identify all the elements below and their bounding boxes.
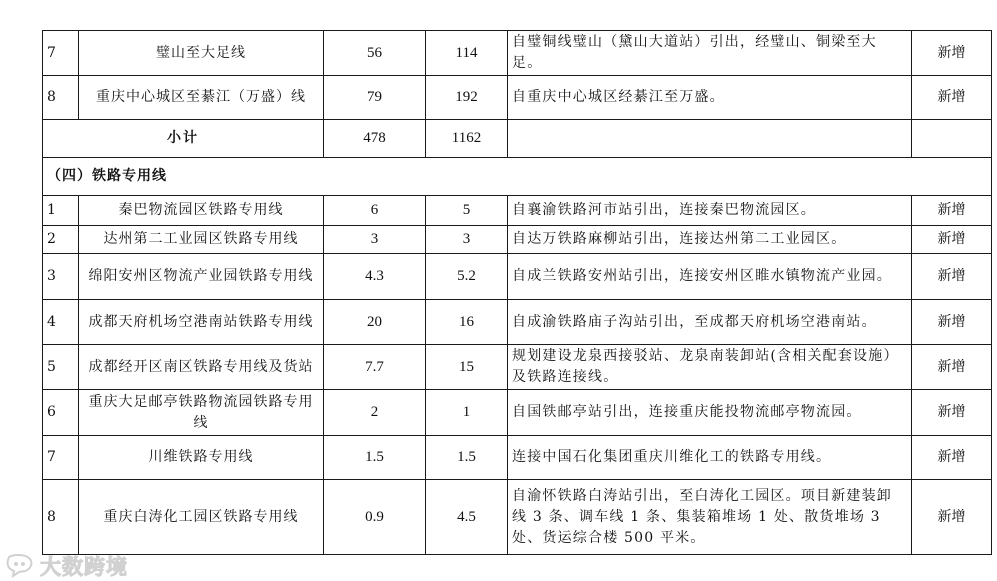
project-name: 秦巴物流园区铁路专用线 — [79, 196, 324, 226]
project-name: 成都天府机场空港南站铁路专用线 — [79, 300, 324, 345]
length-value: 7.7 — [324, 345, 426, 390]
status-cell: 新增 — [912, 31, 992, 76]
table-row — [43, 436, 992, 480]
row-index: 8 — [43, 76, 79, 120]
table-row — [43, 254, 992, 300]
project-description: 自重庆中心城区经綦江至万盛。 — [508, 76, 912, 120]
project-description: 自成渝铁路庙子沟站引出，至成都天府机场空港南站。 — [508, 300, 912, 345]
status-cell: 新增 — [912, 390, 992, 436]
watermark — [4, 551, 128, 581]
project-description: 自国铁邮亭站引出，连接重庆能投物流邮亭物流园。 — [508, 390, 912, 436]
row-index: 4 — [43, 300, 79, 345]
status-cell: 新增 — [912, 196, 992, 226]
project-description: 连接中国石化集团重庆川维化工的铁路专用线。 — [508, 436, 912, 480]
chat-bubble-logo-icon — [4, 554, 34, 578]
table-row — [43, 390, 992, 436]
table-row — [43, 31, 992, 76]
investment-value: 16 — [426, 300, 508, 345]
investment-value: 5.2 — [426, 254, 508, 300]
section-header-row — [43, 158, 992, 196]
project-name: 成都经开区南区铁路专用线及货站 — [79, 345, 324, 390]
watermark-text: 大数跨境 — [40, 555, 128, 579]
status-cell: 新增 — [912, 76, 992, 120]
project-name: 重庆白涛化工园区铁路专用线 — [79, 480, 324, 555]
project-description: 自璧铜线璧山（黛山大道站）引出，经璧山、铜梁至大足。 — [508, 31, 912, 76]
investment-value: 192 — [426, 76, 508, 120]
subtotal-label: 小计 — [43, 120, 324, 158]
investment-value: 3 — [426, 226, 508, 254]
subtotal-length: 478 — [324, 120, 426, 158]
row-index: 6 — [43, 390, 79, 436]
row-index: 1 — [43, 196, 79, 226]
table-row — [43, 196, 992, 226]
table-row — [43, 300, 992, 345]
project-description: 自达万铁路麻柳站引出，连接达州第二工业园区。 — [508, 226, 912, 254]
project-name: 绵阳安州区物流产业园铁路专用线 — [79, 254, 324, 300]
table-row — [43, 480, 992, 555]
investment-value: 1 — [426, 390, 508, 436]
investment-value: 4.5 — [426, 480, 508, 555]
project-description: 自渝怀铁路白涛站引出，至白涛化工园区。项目新建装卸线 3 条、调车线 1 条、集装箱堆场 1 处、散货堆场 3 处、货运综合楼 500 平米。 — [508, 480, 912, 555]
row-index: 7 — [43, 31, 79, 76]
project-name: 重庆中心城区至綦江（万盛）线 — [79, 76, 324, 120]
length-value: 56 — [324, 31, 426, 76]
row-index: 8 — [43, 480, 79, 555]
length-value: 3 — [324, 226, 426, 254]
row-index: 7 — [43, 436, 79, 480]
table-row — [43, 76, 992, 120]
project-name: 达州第二工业园区铁路专用线 — [79, 226, 324, 254]
length-value: 4.3 — [324, 254, 426, 300]
project-name: 璧山至大足线 — [79, 31, 324, 76]
subtotal-investment: 1162 — [426, 120, 508, 158]
subtotal-row — [43, 120, 992, 158]
row-index: 5 — [43, 345, 79, 390]
status-cell: 新增 — [912, 300, 992, 345]
status-cell: 新增 — [912, 254, 992, 300]
status-cell: 新增 — [912, 345, 992, 390]
section-title: （四）铁路专用线 — [43, 158, 992, 196]
empty-cell — [508, 120, 912, 158]
railway-project-table — [42, 30, 992, 555]
project-name: 重庆大足邮亭铁路物流园铁路专用线 — [79, 390, 324, 436]
length-value: 20 — [324, 300, 426, 345]
investment-value: 15 — [426, 345, 508, 390]
length-value: 0.9 — [324, 480, 426, 555]
row-index: 3 — [43, 254, 79, 300]
length-value: 6 — [324, 196, 426, 226]
length-value: 1.5 — [324, 436, 426, 480]
status-cell: 新增 — [912, 480, 992, 555]
status-cell: 新增 — [912, 226, 992, 254]
table-row — [43, 226, 992, 254]
project-description: 自襄渝铁路河市站引出，连接秦巴物流园区。 — [508, 196, 912, 226]
length-value: 79 — [324, 76, 426, 120]
project-name: 川维铁路专用线 — [79, 436, 324, 480]
length-value: 2 — [324, 390, 426, 436]
investment-value: 114 — [426, 31, 508, 76]
empty-cell — [912, 120, 992, 158]
table-row — [43, 345, 992, 390]
investment-value: 1.5 — [426, 436, 508, 480]
investment-value: 5 — [426, 196, 508, 226]
project-description: 规划建设龙泉西接驳站、龙泉南装卸站(含相关配套设施）及铁路连接线。 — [508, 345, 912, 390]
row-index: 2 — [43, 226, 79, 254]
project-description: 自成兰铁路安州站引出，连接安州区睢水镇物流产业园。 — [508, 254, 912, 300]
status-cell: 新增 — [912, 436, 992, 480]
